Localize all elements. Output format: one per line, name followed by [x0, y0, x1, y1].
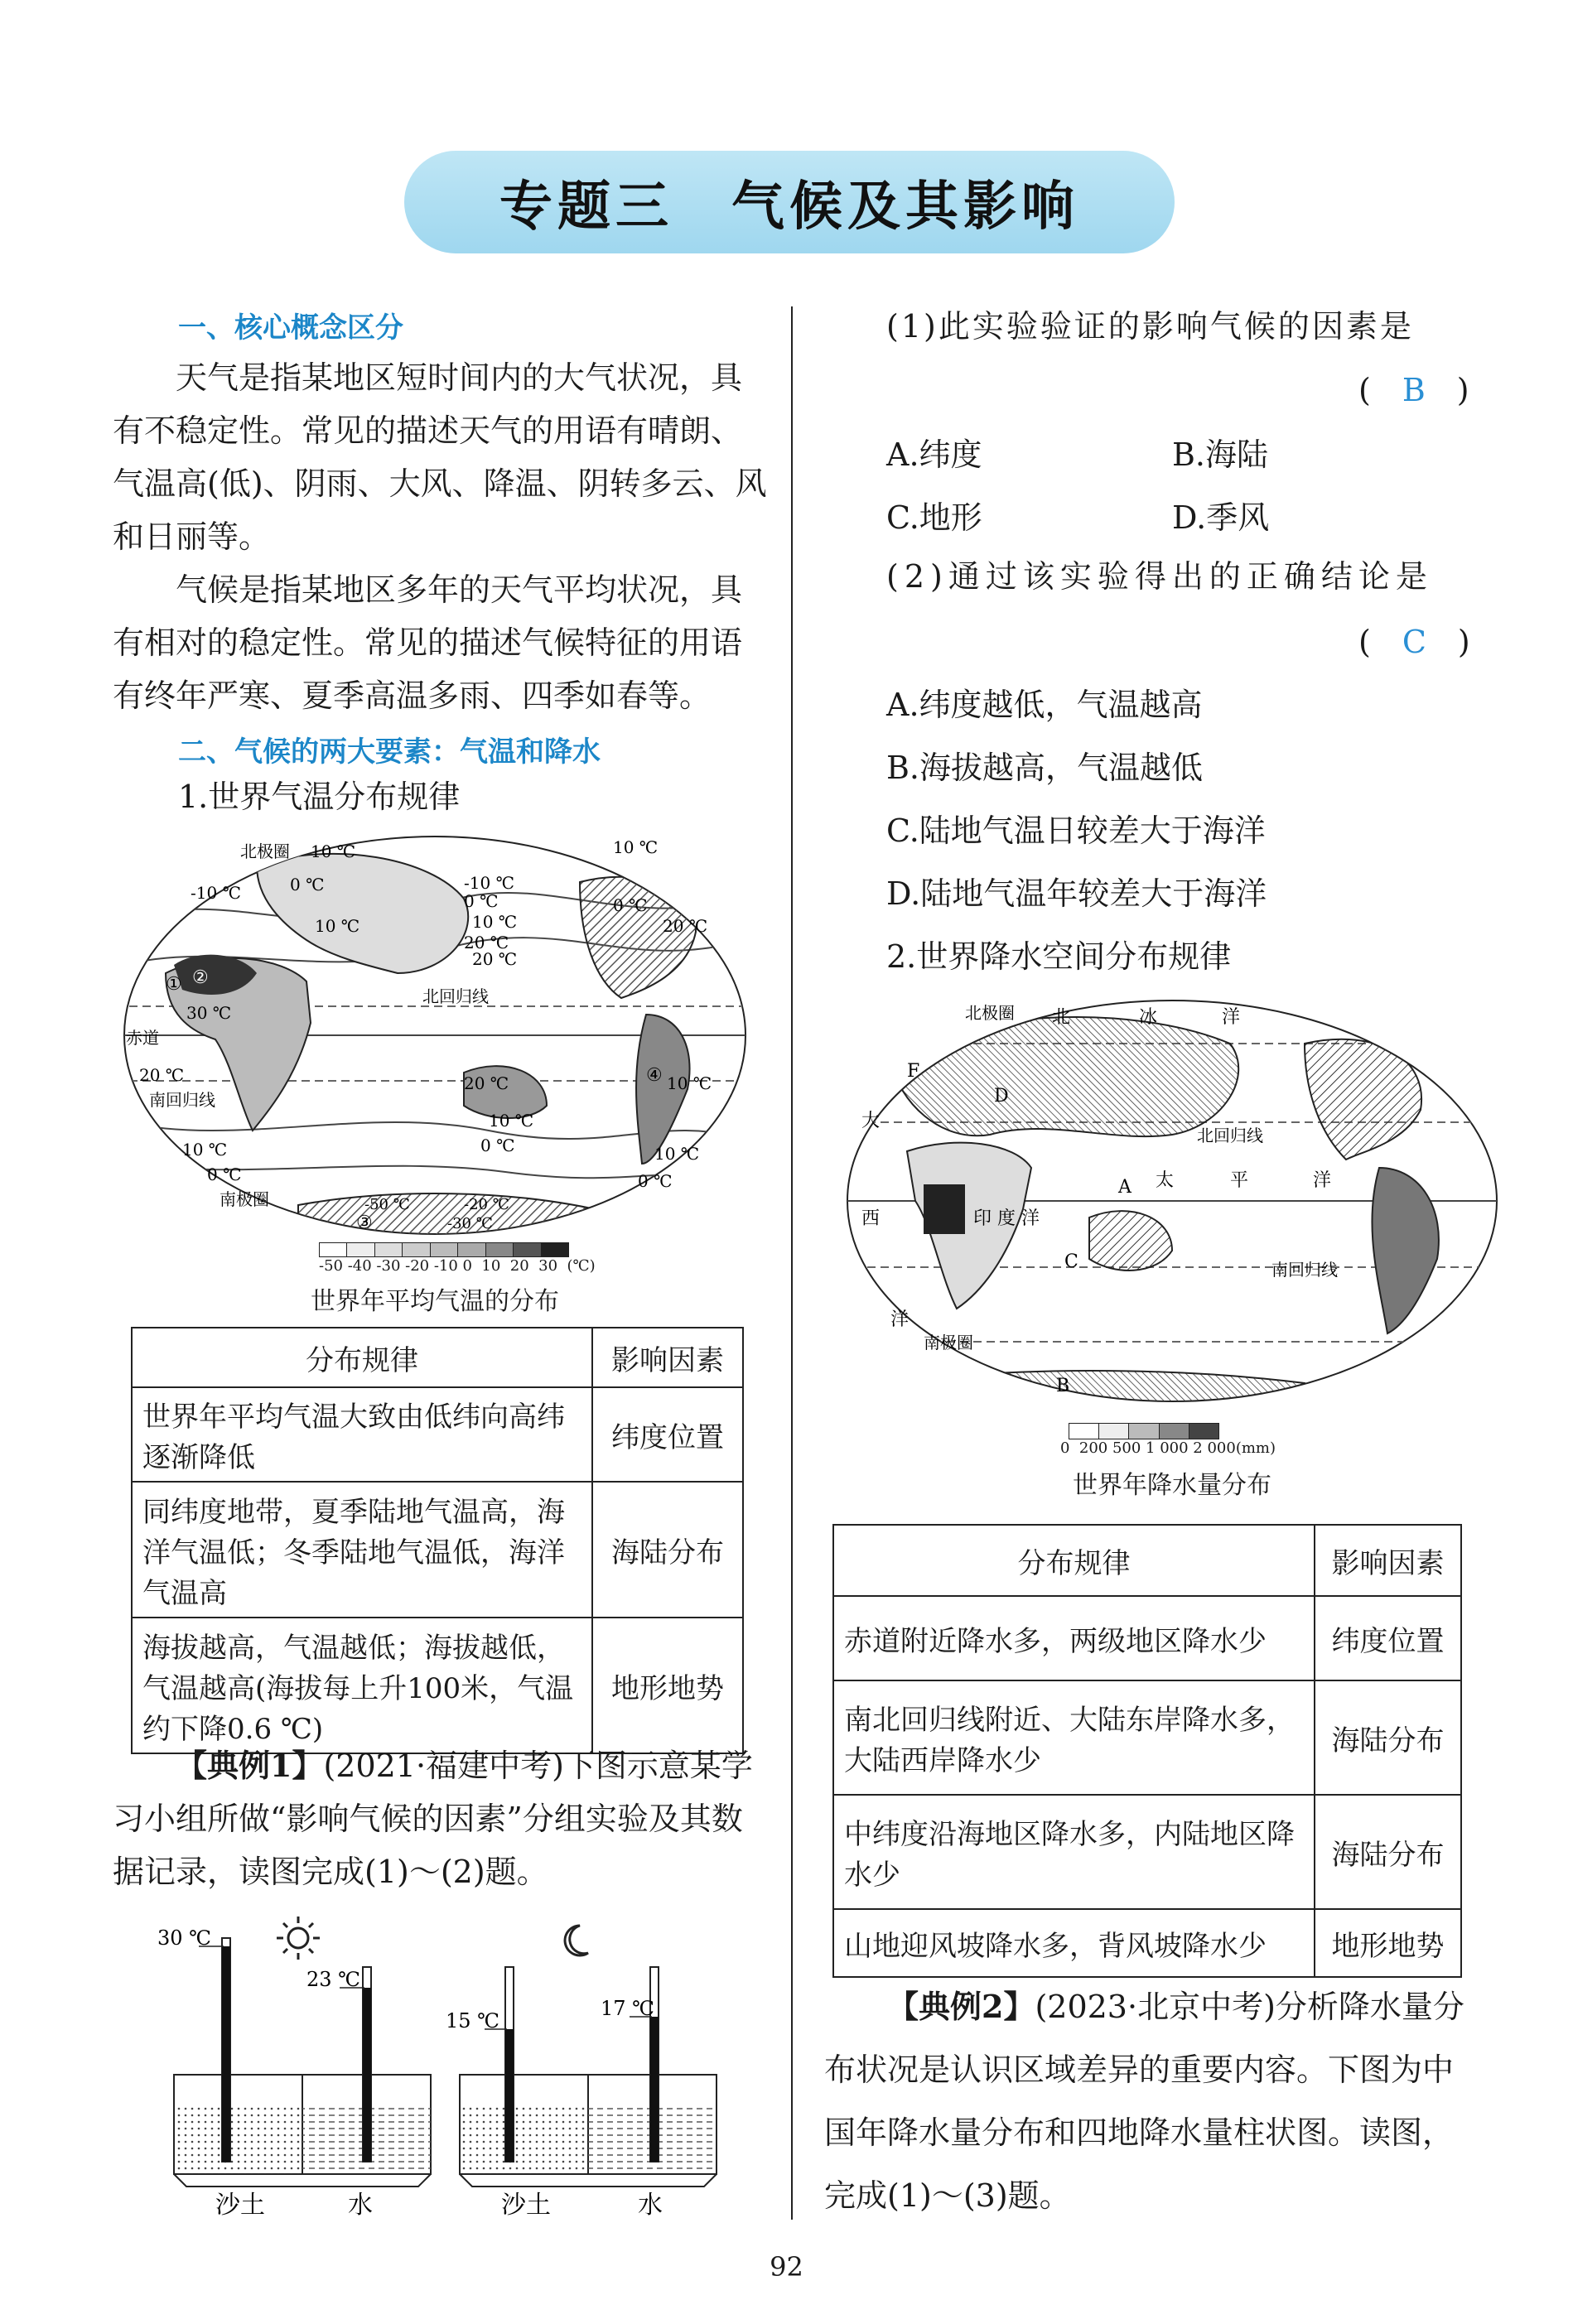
map1-label: 10 ℃ — [489, 1111, 534, 1131]
map1-label: 20 ℃ — [464, 1073, 509, 1093]
map1-label: 10 ℃ — [654, 1144, 700, 1164]
map1-label: 赤道 — [126, 1028, 159, 1048]
map2-label: 太 — [1156, 1170, 1175, 1191]
subheading-temperature: 1.世界气温分布规律 — [178, 779, 461, 815]
map2-label: D — [994, 1086, 1009, 1107]
paragraph-weather: 天气是指某地区短时间内的大气状况，具有不稳定性。常见的描述天气的用语有晴朗、气温高(低)、阴雨、大风、降温、阴转多云、风和日丽等。 — [113, 359, 767, 555]
precipitation-legend-ticks: 0 200 500 1 000 2 000(mm) — [1060, 1439, 1276, 1457]
temperature-legend-ticks: -50 -40 -30 -20 -10 0 10 20 30 (℃) — [319, 1257, 596, 1275]
example2-text: (2023·北京中考)分析降水量分布状况是认识区域差异的重要内容。下图为中国年降水量分布和四地降水量柱状图。读图，完成(1)～(3)题。 — [824, 1989, 1464, 2214]
question1-stem: (1)此实验验证的影响气候的因素是 — [886, 308, 1414, 345]
map1-label: 30 ℃ — [186, 1003, 232, 1023]
question1-option: B.海陆 — [1172, 436, 1269, 473]
map1-label: 10 ℃ — [315, 916, 360, 936]
question2-answer: C — [1402, 624, 1426, 660]
table-header-cell: 影响因素 — [592, 1328, 743, 1387]
night-water-temp: 17 ℃ — [601, 1997, 655, 2020]
table-header-cell: 影响因素 — [1315, 1525, 1461, 1596]
table-cell-rule: 世界年平均气温大致由低纬向高纬逐渐降低 — [132, 1387, 592, 1482]
table-cell-rule: 赤道附近降水多，两级地区降水少 — [833, 1596, 1315, 1680]
table-row — [833, 1596, 1461, 1680]
table-row — [833, 1795, 1461, 1909]
map1-label: 20 ℃ — [139, 1065, 185, 1085]
experiment-figure — [149, 1913, 729, 2220]
sun-icon — [277, 1917, 320, 1960]
example1-text: (2021·福建中考)下图示意某学习小组所做“影响气候的因素”分组实验及其数据记录，读图完成(1)～(2)题。 — [113, 1748, 753, 1890]
map2-caption: 世界年降水量分布 — [1073, 1471, 1271, 1500]
map1-label: 10 ℃ — [182, 1140, 228, 1160]
day-sand-temp: 30 ℃ — [157, 1926, 212, 1950]
question1-option: D.季风 — [1172, 499, 1270, 536]
map1-label: 南极圈 — [220, 1189, 269, 1209]
table-cell-factor: 纬度位置 — [592, 1387, 743, 1482]
world-temperature-map — [116, 832, 754, 1255]
map1-label: 0 ℃ — [290, 875, 325, 894]
table-header-row — [833, 1525, 1461, 1596]
map1-label: -10 ℃ — [191, 883, 241, 903]
map2-label: C — [1064, 1251, 1078, 1272]
map1-label: 0 ℃ — [464, 891, 499, 911]
table-row — [132, 1387, 743, 1482]
page-number: 92 — [770, 2251, 803, 2283]
moon-icon — [565, 1926, 588, 1955]
map1-label: 北回归线 — [422, 986, 489, 1006]
map1-label: 0 ℃ — [207, 1164, 242, 1184]
title-banner — [404, 151, 1175, 253]
map2-label: 洋 — [1222, 1007, 1241, 1028]
map2-label: A — [1118, 1177, 1131, 1198]
day-sand-label: 沙土 — [215, 2191, 265, 2220]
map2-label: F — [907, 1061, 920, 1082]
table-cell-rule: 山地迎风坡降水多，背风坡降水少 — [833, 1909, 1315, 1977]
day-water-label: 水 — [348, 2191, 373, 2220]
question1-answer: B — [1402, 372, 1426, 408]
question2-answer-bracket: ( C ) — [1358, 624, 1470, 660]
table-cell-rule: 海拔越高，气温越低；海拔越低，气温越高(海拔每上升100米，气温约下降0.6 ℃) — [132, 1618, 592, 1753]
table-header-cell: 分布规律 — [132, 1328, 592, 1387]
subheading-precipitation: 2.世界降水空间分布规律 — [886, 938, 1232, 975]
precipitation-rules-table — [832, 1524, 1462, 1978]
map1-label: 10 ℃ — [613, 837, 659, 857]
table-cell-factor: 地形地势 — [1315, 1909, 1461, 1977]
paragraph-climate: 气候是指某地区多年的天气平均状况，具有相对的稳定性。常见的描述气候特征的用语有终年严寒、夏季高温多雨、四季如春等。 — [113, 571, 743, 714]
table-row — [833, 1680, 1461, 1795]
map1-label: -30 ℃ — [447, 1215, 493, 1232]
map2-label: B — [1056, 1376, 1070, 1396]
night-water-label: 水 — [638, 2191, 663, 2220]
map2-label: 北回归线 — [1197, 1126, 1263, 1145]
question2-option: C.陆地气温日较差大于海洋 — [886, 812, 1266, 849]
map2-label: 印 度 洋 — [973, 1208, 1040, 1229]
page-title: 专题三 气候及其影响 — [499, 176, 1079, 238]
map1-label: 10 ℃ — [311, 841, 356, 861]
map1-marker: ② — [192, 967, 209, 988]
map1-marker: ① — [166, 974, 182, 995]
table-cell-rule: 同纬度地带，夏季陆地气温高，海洋气温低；冬季陆地气温低，海洋气温高 — [132, 1482, 592, 1618]
table-header-row — [132, 1328, 743, 1387]
day-water-temp: 23 ℃ — [306, 1968, 361, 1991]
table-cell-factor: 海陆分布 — [1315, 1680, 1461, 1795]
table-cell-rule: 中纬度沿海地区降水多，内陆地区降水少 — [833, 1795, 1315, 1909]
map2-label: 南回归线 — [1271, 1260, 1338, 1280]
map2-label: 西 — [861, 1208, 881, 1229]
table-cell-factor: 海陆分布 — [1315, 1795, 1461, 1909]
map2-label: 洋 — [890, 1309, 910, 1330]
map1-label: -50 ℃ — [364, 1196, 410, 1213]
map2-label: 北 — [1052, 1007, 1071, 1028]
map2-label: 北极圈 — [965, 1003, 1015, 1023]
question1-option: A.纬度 — [886, 436, 982, 473]
map1-label: 北极圈 — [240, 841, 290, 861]
example2-paragraph — [824, 1975, 1479, 2227]
map1-label: -20 ℃ — [464, 1196, 509, 1213]
map1-label: 0 ℃ — [638, 1171, 673, 1191]
question2-stem: (2)通过该实验得出的正确结论是 — [886, 558, 1433, 595]
table-cell-rule: 南北回归线附近、大陆东岸降水多，大陆西岸降水少 — [833, 1680, 1315, 1795]
map1-marker: ④ — [646, 1065, 663, 1086]
map1-label: 10 ℃ — [472, 912, 518, 932]
question1-option: C.地形 — [886, 499, 982, 536]
precipitation-legend-bar — [1069, 1423, 1219, 1439]
table-cell-factor: 纬度位置 — [1315, 1596, 1461, 1680]
map1-label: -10 ℃ — [464, 873, 514, 893]
map1-label: 20 ℃ — [472, 949, 518, 969]
map1-label: 0 ℃ — [613, 895, 648, 915]
map1-label: 20 ℃ — [464, 933, 509, 952]
temperature-rules-table — [131, 1327, 744, 1754]
table-cell-factor: 海陆分布 — [592, 1482, 743, 1618]
map2-label: 洋 — [1313, 1170, 1332, 1191]
example1-tag: 【典例1】 — [176, 1747, 324, 1784]
map2-label: 平 — [1230, 1170, 1249, 1191]
temperature-legend-bar — [319, 1242, 569, 1257]
table-row — [132, 1618, 743, 1753]
table-row — [833, 1909, 1461, 1977]
map1-marker: ③ — [356, 1213, 373, 1233]
map1-label: 10 ℃ — [667, 1073, 712, 1093]
map2-label: 大 — [861, 1111, 881, 1131]
question2-option: D.陆地气温年较差大于海洋 — [886, 875, 1267, 912]
example1-paragraph — [113, 1739, 767, 1898]
map1-label: 南回归线 — [149, 1090, 215, 1110]
column-divider — [791, 306, 793, 2220]
section1-heading: 一、核心概念区分 — [178, 311, 403, 345]
question2-option: A.纬度越低，气温越高 — [886, 687, 1203, 723]
map1-label: 20 ℃ — [663, 916, 708, 936]
table-row — [132, 1482, 743, 1618]
table-cell-factor: 地形地势 — [592, 1618, 743, 1753]
table-header-cell: 分布规律 — [833, 1525, 1315, 1596]
example2-tag: 【典例2】 — [887, 1988, 1035, 2025]
map2-label: 冰 — [1139, 1007, 1158, 1028]
map2-label: 南极圈 — [924, 1333, 973, 1352]
map1-caption: 世界年平均气温的分布 — [311, 1287, 559, 1316]
night-sand-label: 沙土 — [501, 2191, 551, 2220]
question1-answer-bracket: ( B ) — [1358, 372, 1469, 408]
world-precipitation-map — [841, 994, 1503, 1408]
map1-label: 0 ℃ — [480, 1135, 515, 1155]
question2-option: B.海拔越高，气温越低 — [886, 750, 1204, 786]
night-sand-temp: 15 ℃ — [446, 2009, 500, 2032]
section2-heading: 二、气候的两大要素：气温和降水 — [178, 735, 601, 769]
